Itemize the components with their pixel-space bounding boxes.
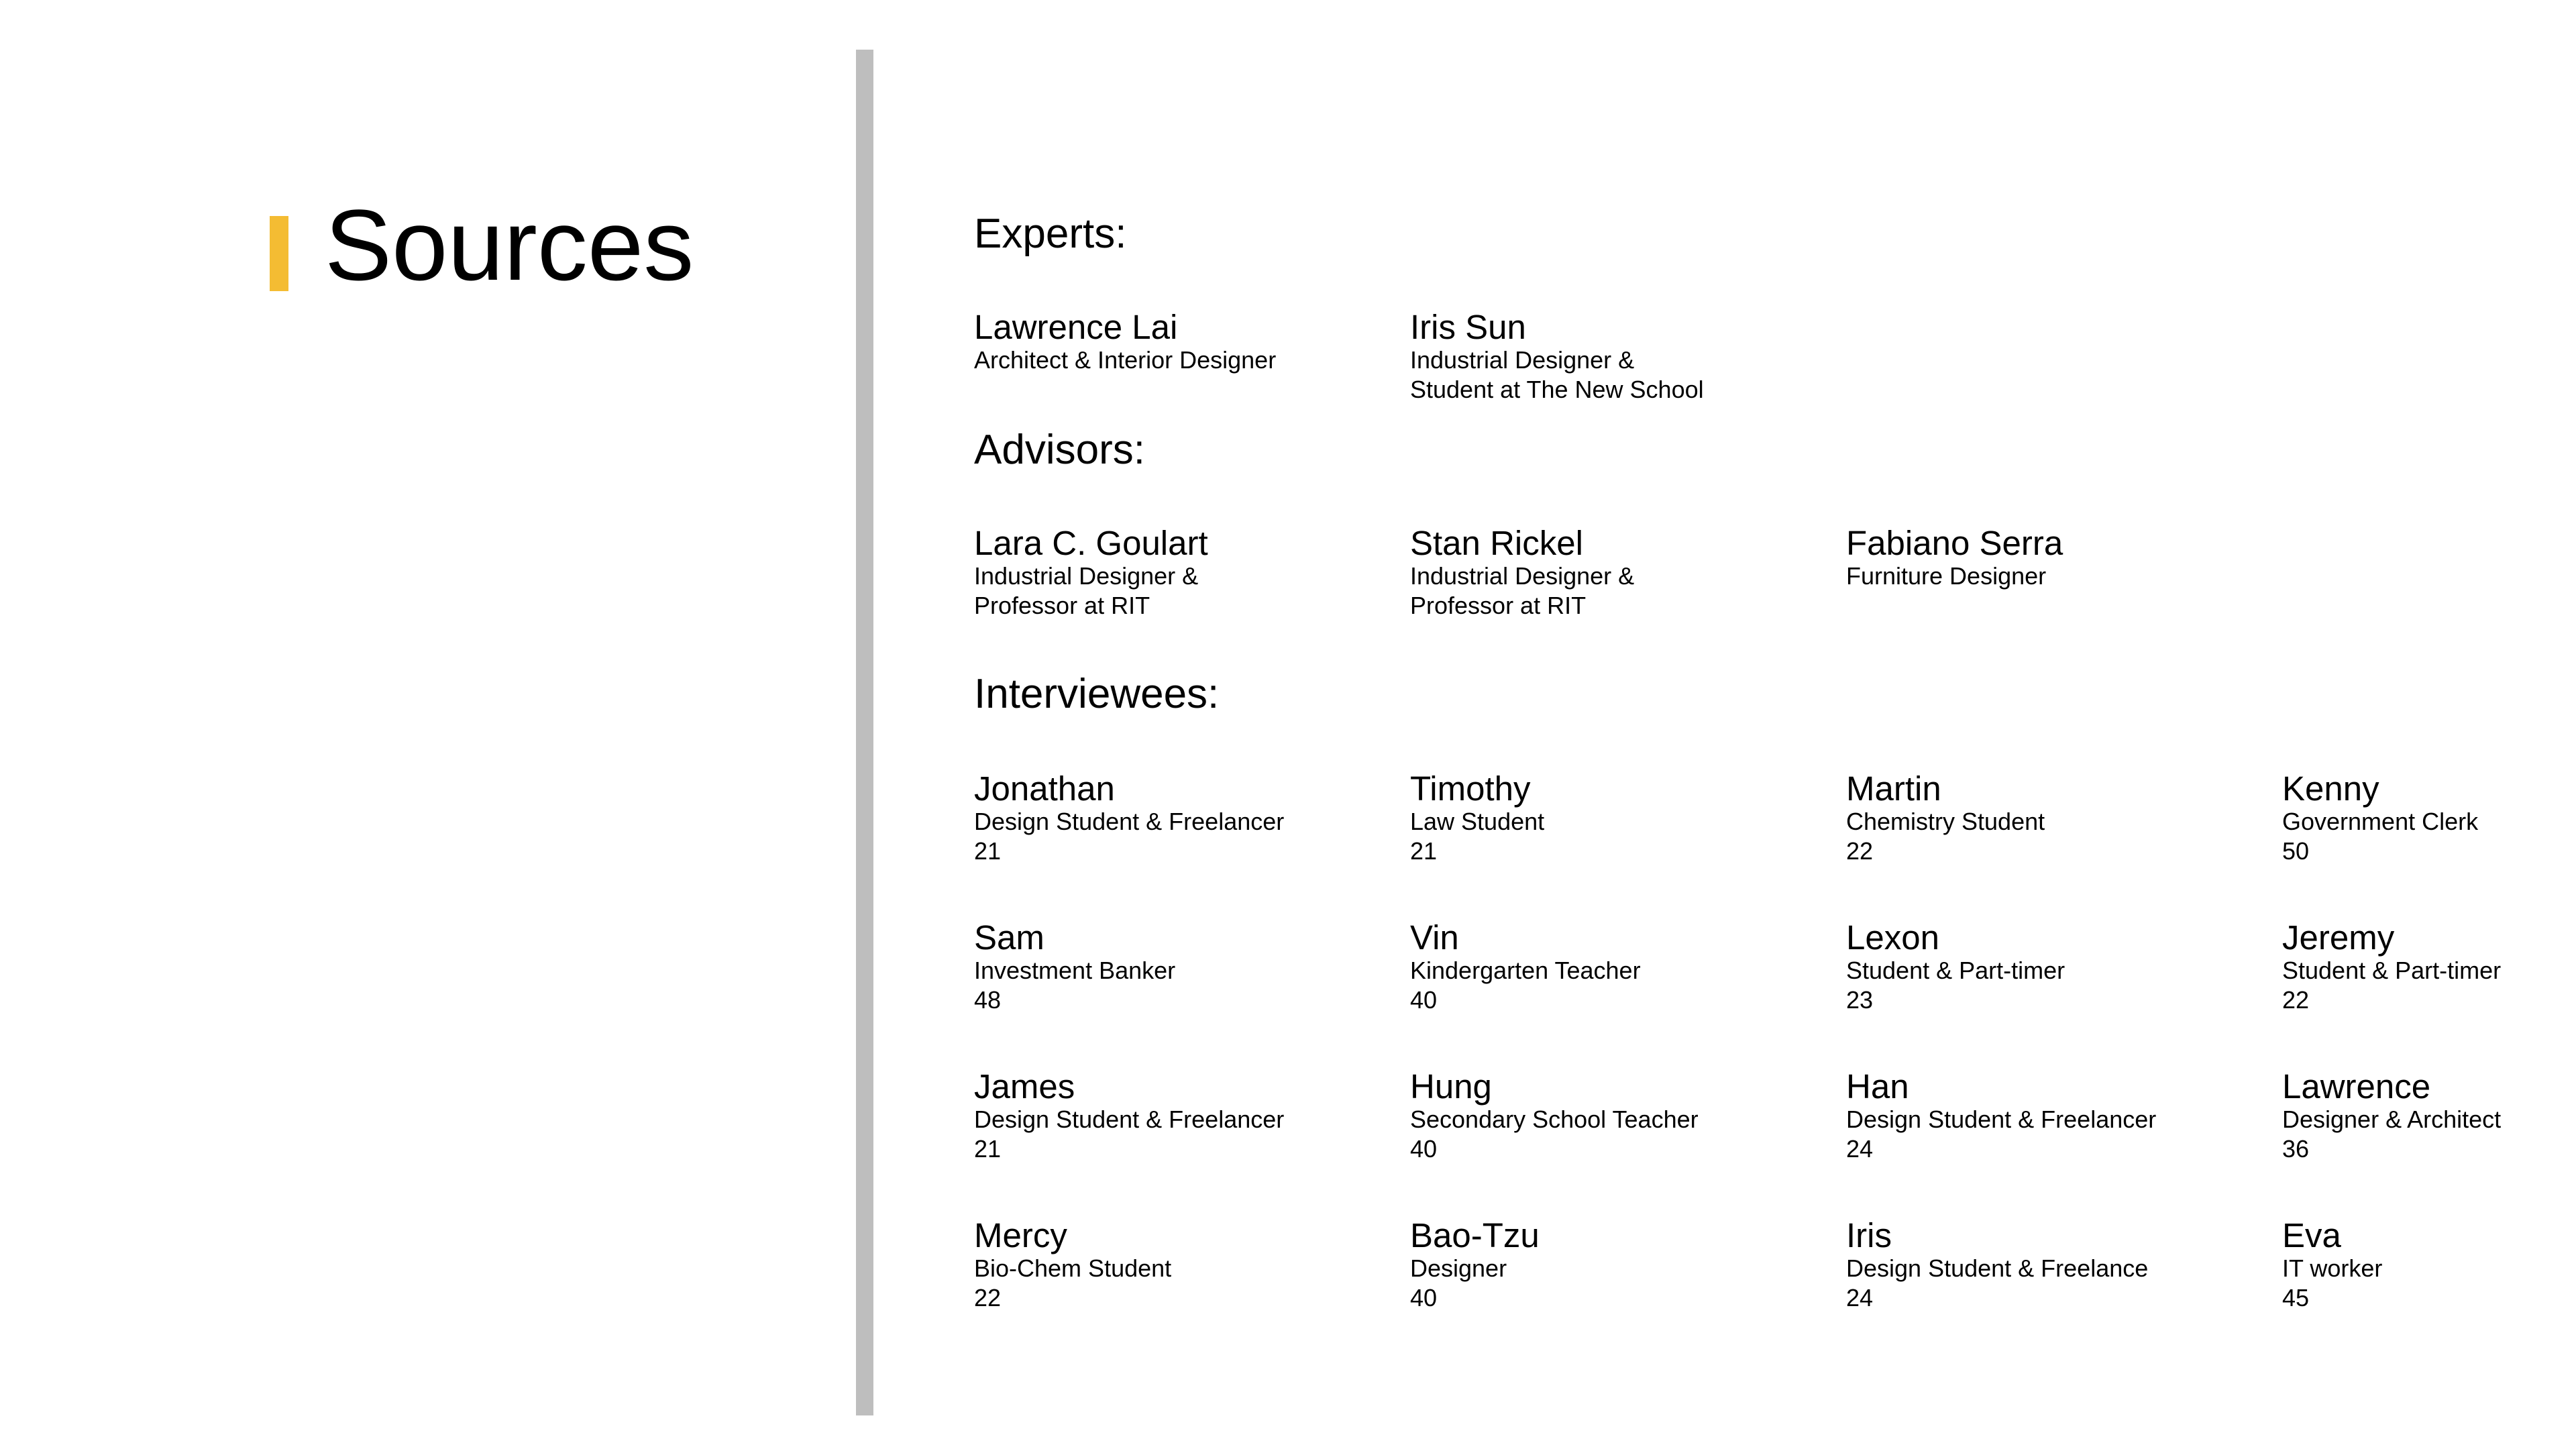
person-role: Student at The New School: [1410, 376, 1704, 403]
person-age: 21: [1410, 837, 1438, 865]
person-name: Eva: [2282, 1216, 2341, 1254]
interviewee-card: [1410, 920, 1839, 1015]
interviewee-card: [974, 1218, 1403, 1313]
person-name: Martin: [1846, 769, 1941, 808]
person-role: Student & Part-timer: [1846, 957, 2065, 984]
person-name: Sam: [974, 918, 1044, 957]
person-age: 50: [2282, 837, 2310, 865]
interviewee-card: [1846, 920, 2275, 1015]
person-name: Jeremy: [2282, 918, 2395, 957]
page-title: Sources: [325, 189, 694, 301]
vertical-divider: [856, 50, 873, 1415]
person-name: Lawrence: [2282, 1067, 2431, 1106]
interviewee-card: [2282, 1218, 2564, 1313]
person-age: 21: [974, 1135, 1002, 1163]
person-role: Government Clerk: [2282, 808, 2479, 835]
person-name: Lawrence Lai: [974, 308, 1178, 346]
person-role: Industrial Designer &: [974, 562, 1199, 590]
interviewee-card: [974, 920, 1403, 1015]
person-role: Kindergarten Teacher: [1410, 957, 1641, 984]
person-role: IT worker: [2282, 1254, 2383, 1282]
person-name: Bao-Tzu: [1410, 1216, 1540, 1254]
person-role: Design Student & Freelancer: [1846, 1106, 2157, 1133]
interviewee-card: [2282, 1069, 2564, 1164]
person-age: 40: [1410, 986, 1438, 1014]
expert-card: [974, 310, 1403, 375]
person-age: 24: [1846, 1135, 1874, 1163]
person-name: Timothy: [1410, 769, 1531, 808]
interviewee-card: [2282, 920, 2564, 1015]
person-name: Vin: [1410, 918, 1459, 957]
person-age: 36: [2282, 1135, 2310, 1163]
interviewee-card: [1846, 1218, 2275, 1313]
person-role: Industrial Designer &: [1410, 562, 1635, 590]
advisors-heading: Advisors:: [974, 427, 1145, 473]
interviewee-card: [974, 771, 1403, 866]
person-age: 45: [2282, 1284, 2310, 1311]
interviewee-card: [1410, 1218, 1839, 1313]
person-name: Mercy: [974, 1216, 1067, 1254]
advisor-card: [974, 526, 1403, 621]
interviewee-card: [1846, 1069, 2275, 1164]
person-age: 40: [1410, 1135, 1438, 1163]
person-name: Hung: [1410, 1067, 1492, 1106]
person-role: Designer: [1410, 1254, 1507, 1282]
person-role: Student & Part-timer: [2282, 957, 2502, 984]
person-age: 21: [974, 837, 1002, 865]
interviewee-card: [1410, 1069, 1839, 1164]
person-role: Designer & Architect: [2282, 1106, 2502, 1133]
person-role: Architect & Interior Designer: [974, 346, 1277, 374]
person-role: Industrial Designer &: [1410, 346, 1635, 374]
advisor-card: [1846, 526, 2275, 591]
person-role: Bio-Chem Student: [974, 1254, 1172, 1282]
interviewees-heading: Interviewees:: [974, 671, 1220, 717]
title-accent-bar: [270, 216, 288, 291]
person-age: 22: [1846, 837, 1874, 865]
person-role: Secondary School Teacher: [1410, 1106, 1699, 1133]
person-age: 48: [974, 986, 1002, 1014]
person-role: Design Student & Freelance: [1846, 1254, 2149, 1282]
person-age: 23: [1846, 986, 1874, 1014]
person-role: Professor at RIT: [1410, 592, 1587, 619]
person-name: Han: [1846, 1067, 1909, 1106]
interviewee-card: [1410, 771, 1839, 866]
person-name: Iris Sun: [1410, 308, 1526, 346]
person-name: Jonathan: [974, 769, 1115, 808]
person-name: James: [974, 1067, 1075, 1106]
person-role: Professor at RIT: [974, 592, 1150, 619]
person-name: Stan Rickel: [1410, 524, 1583, 562]
person-role: Investment Banker: [974, 957, 1176, 984]
person-name: Lara C. Goulart: [974, 524, 1208, 562]
person-age: 22: [2282, 986, 2310, 1014]
experts-heading: Experts:: [974, 211, 1127, 257]
person-age: 24: [1846, 1284, 1874, 1311]
interviewee-card: [1846, 771, 2275, 866]
person-role: Furniture Designer: [1846, 562, 2047, 590]
person-role: Law Student: [1410, 808, 1545, 835]
person-age: 40: [1410, 1284, 1438, 1311]
interviewee-card: [2282, 771, 2564, 866]
expert-card: [1410, 310, 1839, 405]
person-age: 22: [974, 1284, 1002, 1311]
person-name: Fabiano Serra: [1846, 524, 2063, 562]
advisor-card: [1410, 526, 1839, 621]
interviewee-card: [974, 1069, 1403, 1164]
person-role: Design Student & Freelancer: [974, 808, 1285, 835]
person-name: Iris: [1846, 1216, 1892, 1254]
person-name: Lexon: [1846, 918, 1939, 957]
person-name: Kenny: [2282, 769, 2379, 808]
person-role: Design Student & Freelancer: [974, 1106, 1285, 1133]
person-role: Chemistry Student: [1846, 808, 2045, 835]
